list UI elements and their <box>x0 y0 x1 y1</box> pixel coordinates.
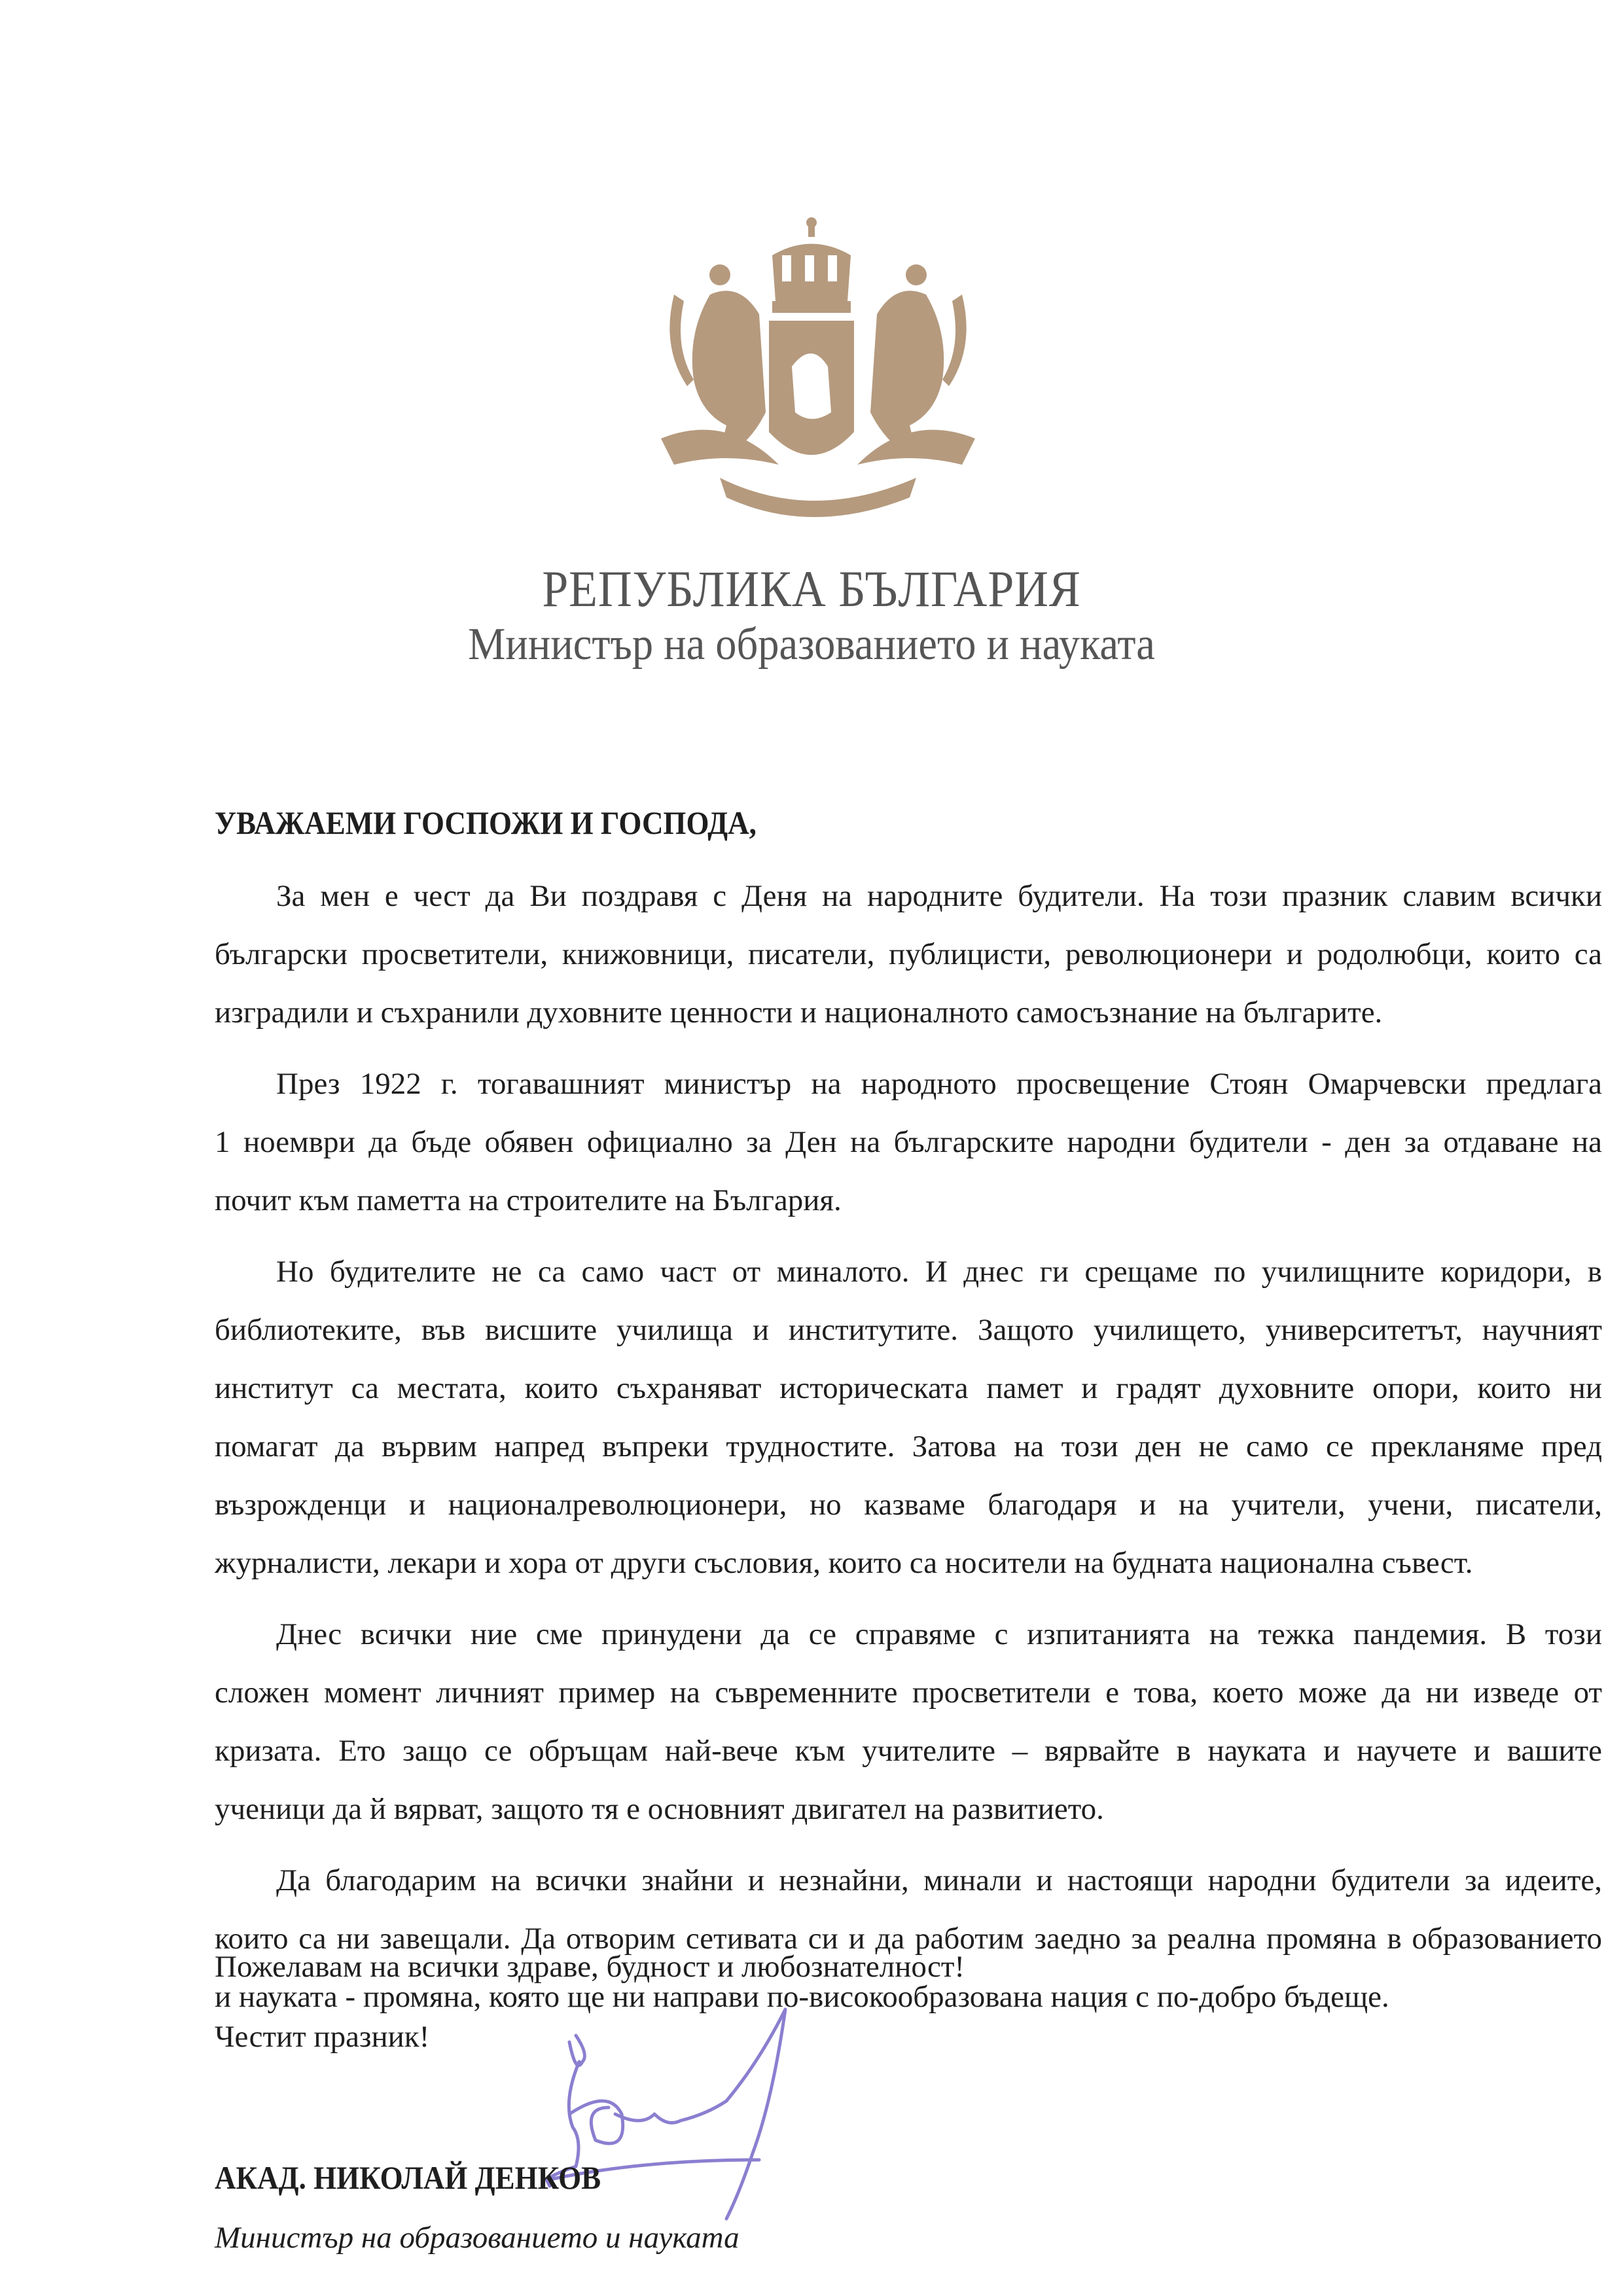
body-line: журналисти, лекари и хора от други съсловия, които са носители на будната национална съвест. <box>215 1546 1473 1580</box>
body-line: почит към паметта на строителите на България. <box>215 1183 842 1217</box>
body-line: кризата. Ето защо се обръщам най-вече към учителите – вярвайте в науката и научете и вашите <box>215 1734 1602 1768</box>
body-line: Днес всички ние сме принудени да се справяме с изпитанията на тежка пандемия. В този <box>215 1617 1602 1651</box>
body-paragraph <box>215 1055 1602 1230</box>
body-paragraph <box>215 1605 1602 1839</box>
body-line: Да благодарим на всички знайни и незнайни, минали и настоящи народни будители за идеите, <box>215 1863 1602 1897</box>
signatory-name: АКАД. НИКОЛАЙ ДЕНКОВ <box>215 2159 601 2196</box>
body-line: ученици да й вярват, защото тя е основният двигател на развитието. <box>215 1792 1104 1826</box>
office-subtitle: Министър на образованието и науката <box>468 619 1155 670</box>
body-line: Но будителите не са само част от миналото. И днес ги срещаме по училищните коридори, в <box>215 1255 1602 1289</box>
greeting-heading: УВАЖАЕМИ ГОСПОЖИ И ГОСПОДА, <box>215 804 757 841</box>
body-line: възрожденци и националреволюционери, но казваме благодаря и на учители, учени, писатели, <box>215 1488 1602 1522</box>
body-line: които са ни завещали. Да отворим сетивата си и да работим заедно за реална промяна в образованието <box>215 1922 1602 1956</box>
signatory-title: Министър на образованието и науката <box>215 2221 740 2255</box>
country-title: РЕПУБЛИКА БЪЛГАРИЯ <box>542 560 1081 617</box>
body-line: български просветители, книжовници, писатели, публицисти, революционери и родолюбци, които са <box>215 937 1602 971</box>
closing-wish: Пожелавам на всички здраве, будност и любознателност! <box>215 1950 965 1984</box>
body-line: сложен момент личният пример на съвременните просветители е това, което може да ни изведе от <box>215 1676 1602 1710</box>
body-paragraph <box>215 1243 1602 1592</box>
body-line: За мен е чест да Ви поздравя с Деня на народните будители. На този празник славим всички <box>215 879 1602 913</box>
body-line: През 1922 г. тогавашният министър на народното просвещение Стоян Омарчевски предлага <box>215 1067 1602 1101</box>
body-line: помагат да вървим напред въпреки трудностите. Затова на този ден не само се прекланяме пред <box>215 1429 1602 1463</box>
body-line: и науката - промяна, която ще ни направи по-високообразована нация с по-добро бъдеще. <box>215 1980 1389 2014</box>
letter-body <box>215 867 1602 2039</box>
closing-holiday: Честит празник! <box>215 2020 430 2054</box>
body-line: 1 ноември да бъде обявен официално за Ден на българските народни будители - ден за отдаване на <box>215 1125 1602 1159</box>
body-paragraph <box>215 867 1602 1042</box>
body-line: библиотеките, във висшите училища и институтите. Защото училището, университетът, научният <box>215 1313 1602 1347</box>
body-line: институт са местата, които съхраняват историческата памет и градят духовните опори, които ни <box>215 1371 1602 1405</box>
coat-of-arms-emblem <box>648 216 988 524</box>
body-line: изградили и съхранили духовните ценности и националното самосъзнание на българите. <box>215 996 1383 1030</box>
